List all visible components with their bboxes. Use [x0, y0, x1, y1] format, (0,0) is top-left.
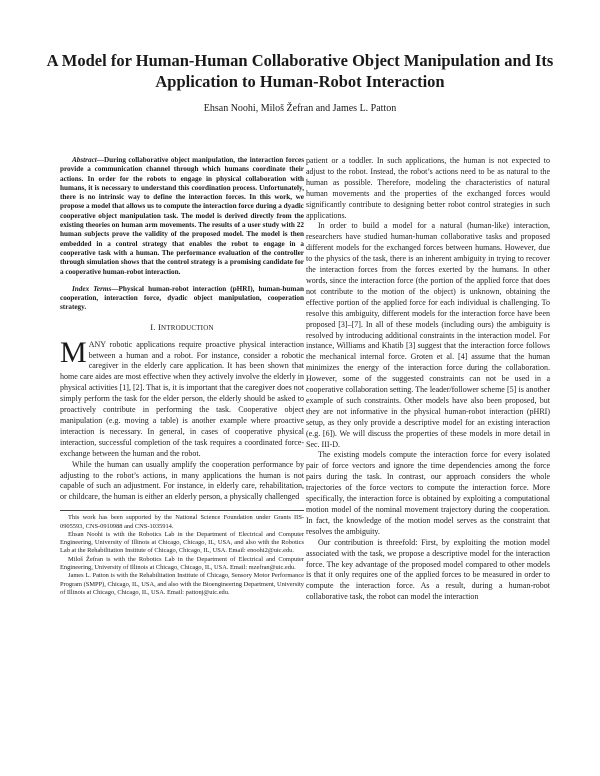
abstract-text: —During collaborative object manipulation, the interaction forces provide a communication channel through which humans coordinate their actions. In order for the robots to engage in physical collaboration with humans, it is necessary to understand this coordination process. Unfortunately, there is no intrinsic way to define the interaction forces. In this work, we propose a model that allows us to compute the interaction force during a dyadic cooperative object manipulation task. The model is derived directly from the existing theories on human arm movements. The results of a user study with 22 human subjects prove the validity of the proposed model. The model is then embedded in a control strategy that enables the robot to engage in a cooperative task with a human. The performance evaluation of the controller through simulation shows that the control strategy is a promising candidate for a cooperative human-robot interaction.: [60, 156, 304, 276]
intro-paragraph-1-text: ANY robotic applications require proactive physical interaction between a human and a robot. For instance, consider a robotic caregiver in the elderly care application. It has been shown that home care aides are most effective when they actively involve the elderly in physical activities [1], [2]. That is, it is important that the caregiver does not simply perform the task for the elder person, the elderly should be asked to proactively contribute in performing the task. Cooperative object manipulation (e.g. moving a table) is another example where proactive interaction is necessary. In general, in cases of cooperative physical interaction, successful completion of the task requires a coordinated force-exchange between the human and the robot.: [60, 339, 304, 458]
section-title-first: I: [157, 321, 161, 332]
intro-paragraph-2: While the human can usually amplify the cooperation performance by adjusting to the robot’s actions, in many applications the human is not capable of such an adjustment. For instance, in elderly care, rehabilitation, or childcare, the human is either an elderly person, a physically challenged: [60, 459, 304, 502]
paper-authors: Ehsan Noohi, Miloš Žefran and James L. Patton: [203, 103, 397, 114]
index-terms: [60, 285, 304, 313]
drop-cap: M: [60, 335, 87, 369]
section-heading: [60, 322, 304, 334]
left-column: [60, 156, 304, 597]
index-terms-text: —Physical human-robot interaction (pHRI), human-human cooperation, interaction force, dyadic object manipulation, cooperation strategy.: [60, 284, 304, 312]
right-paragraph-4: Our contribution is threefold: First, by exploiting the motion model associated with the task, we propose a descriptive model for the interaction force. The key advantage of the proposed model compared to other models is that it only requires one of the applied forces to be measured in order to compute the interaction force. As a result, during a human-robot collaborative task, the robot can model the interaction: [306, 537, 550, 602]
section-title-rest: NTRODUCTION: [160, 323, 214, 332]
abstract-label: Abstract: [72, 156, 97, 164]
right-paragraph-3: The existing models compute the interaction force for every isolated pair of force vectors and ignore the time dependencies among the force pairs during the task. In contrast, our approach considers the whole trajectories of the force vectors to compute the interaction force. More specifically, the interaction force is obtained by exploiting a computational motion model of the nominal movement trajectory during the cooperation. In fact, the knowledge of the motion model serves as the constraint that resolves the ambiguity.: [306, 450, 550, 536]
paper-title: A Model for Human-Human Collaborative Object Manipulation and Its Application to Human-Robot Interaction: [46, 51, 554, 91]
right-paragraph-2: In order to build a model for a natural (human-like) interaction, researchers have studied human-human collaborative tasks and proposed different models for the exchanged forces between humans. However, due to the physics of the task, there is an inherent ambiguity in trying to recover the interaction forces from the forces exerted by the humans. In other words, since the interaction force (the portion of the applied force that does not contribute to the motion of the object) is unknown, obtaining the effective portion of the applied force for each individual is challenging. To resolve this ambiguity, different models for the interaction force have been proposed [3]–[7]. In all of these models (including ours) the ambiguity is resolved by introducing additional constraints in the interaction model. For instance, Williams and Khatib [3] suggest that the interaction force follows the mechanical internal force. Groten et al. [4] assume that the human minimizes the energy of the interaction force during the collaboration. However, some of the suggested constraints can not be used in a cooperative collaboration setting. The leader/follower scheme [5] is another example of such constraints. Other models have also been proposed, but they are not informative in the physical human-robot interaction (pHRI) setup, as they only provide a descriptive model for an existing interaction (e.g. [6]). We will discuss the properties of these models in more detail in Sec. III-D.: [306, 221, 550, 449]
section-number: I.: [150, 321, 156, 332]
footnote-author-2: Miloš Žefran is with the Robotics Lab in the Department of Electrical and Computer Engineering, University of Illinois at Chicago, Chicago, IL, USA. Email: mzefran@uic.edu.: [60, 555, 304, 572]
right-column: [306, 156, 550, 603]
footnote-funding: This work has been supported by the National Science Foundation under Grants IIS-0905593, CNS-0910988 and CNS-1035914.: [60, 514, 304, 530]
abstract: [60, 156, 304, 277]
index-terms-label: Index Terms: [72, 284, 112, 293]
intro-paragraph-1: [60, 335, 304, 460]
footnote-divider: [60, 510, 304, 511]
right-paragraph-1: patient or a toddler. In such applications, the human is not expected to adjust to the robot. Instead, the robot’s actions need to be as natural to the human as possible. Therefore, modeling the characteristics of natural human movements and the properties of the exchanged forces would significantly contribute to designing better robot control strategies in such applications.: [306, 156, 550, 220]
footnote-author-3: James L. Patton is with the Rehabilitation Institute of Chicago, Sensory Motor Performance Program (SMPP), Chicago, IL, USA, and also with the Bioengineering Department, University of Illinois at Chicago, Chicago, IL, USA. Email: pattonj@uic.edu.: [60, 572, 304, 596]
footnote-author-1: Ehsan Noohi is with the Robotics Lab in the Department of Electrical and Computer Engineering, University of Illinois at Chicago, Chicago, IL, USA, and also with the Robotics Lab at the Rehabilitation Institute of Chicago, Chicago, IL, USA. Email: enoohi2@uic.edu.: [60, 530, 304, 555]
